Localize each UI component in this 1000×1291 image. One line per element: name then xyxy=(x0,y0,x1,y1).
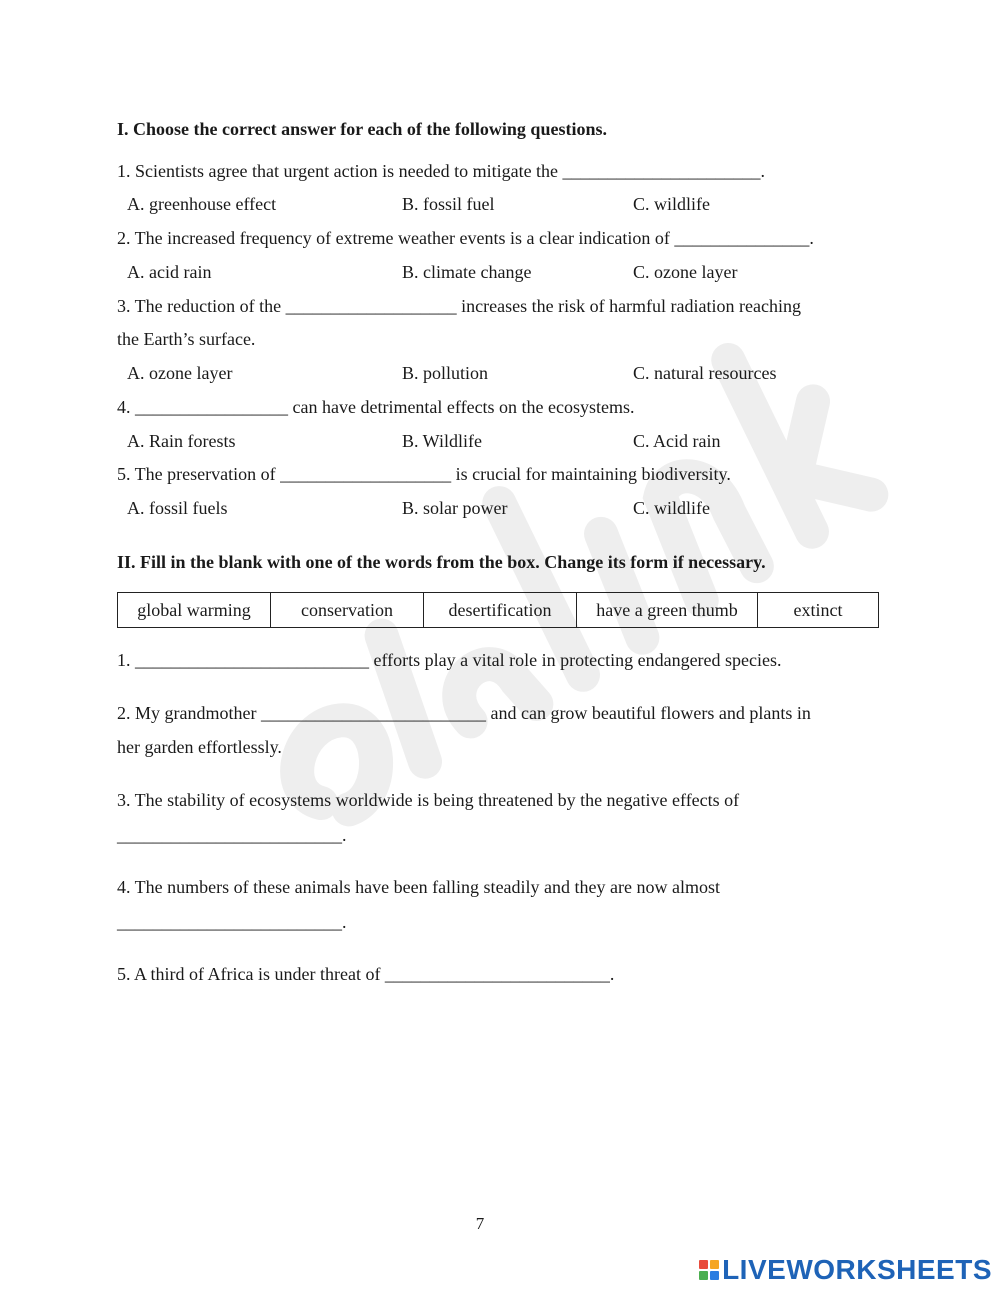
brand-name: LIVEWORKSHEETS xyxy=(722,1254,992,1285)
word-box xyxy=(117,592,879,628)
word-box-item: extinct xyxy=(758,593,879,628)
brand-mark-icon xyxy=(699,1260,719,1280)
fill-item-4-blank[interactable]: _________________________. xyxy=(117,912,347,932)
q1-option-a[interactable]: A. greenhouse effect xyxy=(127,194,277,214)
q4-option-a[interactable]: A. Rain forests xyxy=(127,431,236,451)
word-box-item: desertification xyxy=(424,593,577,628)
question-1: 1. Scientists agree that urgent action is needed to mitigate the ______________________. xyxy=(117,161,766,181)
q3-option-a[interactable]: A. ozone layer xyxy=(127,363,233,383)
word-box-item: global warming xyxy=(118,593,271,628)
fill-item-3-blank[interactable]: _________________________. xyxy=(117,825,347,845)
q4-option-c[interactable]: C. Acid rain xyxy=(633,431,721,451)
fill-item-5[interactable]: 5. A third of Africa is under threat of _________________________. xyxy=(117,964,615,984)
q1-option-b[interactable]: B. fossil fuel xyxy=(402,194,495,214)
q3-option-c[interactable]: C. natural resources xyxy=(633,363,777,383)
liveworksheets-logo xyxy=(699,1255,992,1285)
page-number: 7 xyxy=(475,1214,485,1233)
fill-item-2-continued: her garden effortlessly. xyxy=(117,737,282,757)
part1-heading: I. Choose the correct answer for each of the following questions. xyxy=(117,119,607,139)
q5-option-c[interactable]: C. wildlife xyxy=(633,498,710,518)
q4-option-b[interactable]: B. Wildlife xyxy=(402,431,482,451)
fill-item-3: 3. The stability of ecosystems worldwide is being threatened by the negative effects of xyxy=(117,790,740,810)
q2-option-c[interactable]: C. ozone layer xyxy=(633,262,738,282)
q5-option-b[interactable]: B. solar power xyxy=(402,498,508,518)
q5-option-a[interactable]: A. fossil fuels xyxy=(127,498,228,518)
fill-item-2[interactable]: 2. My grandmother _________________________ and can grow beautiful flowers and plants in xyxy=(117,703,811,723)
q1-option-c[interactable]: C. wildlife xyxy=(633,194,710,214)
fill-item-4: 4. The numbers of these animals have been falling steadily and they are now almost xyxy=(117,877,720,897)
q3-option-b[interactable]: B. pollution xyxy=(402,363,489,383)
word-box-item: conservation xyxy=(271,593,424,628)
part2-heading: II. Fill in the blank with one of the words from the box. Change its form if necessary. xyxy=(117,552,766,572)
question-3: 3. The reduction of the ___________________ increases the risk of harmful radiation reaching xyxy=(117,296,801,316)
fill-item-1[interactable]: 1. __________________________ efforts play a vital role in protecting endangered species. xyxy=(117,650,782,670)
question-3-continued: the Earth’s surface. xyxy=(117,329,256,349)
q2-option-b[interactable]: B. climate change xyxy=(402,262,532,282)
question-5: 5. The preservation of ___________________ is crucial for maintaining biodiversity. xyxy=(117,464,731,484)
word-box-item: have a green thumb xyxy=(577,593,758,628)
question-4: 4. _________________ can have detrimental effects on the ecosystems. xyxy=(117,397,635,417)
question-2: 2. The increased frequency of extreme weather events is a clear indication of _______________. xyxy=(117,228,814,248)
q2-option-a[interactable]: A. acid rain xyxy=(127,262,212,282)
